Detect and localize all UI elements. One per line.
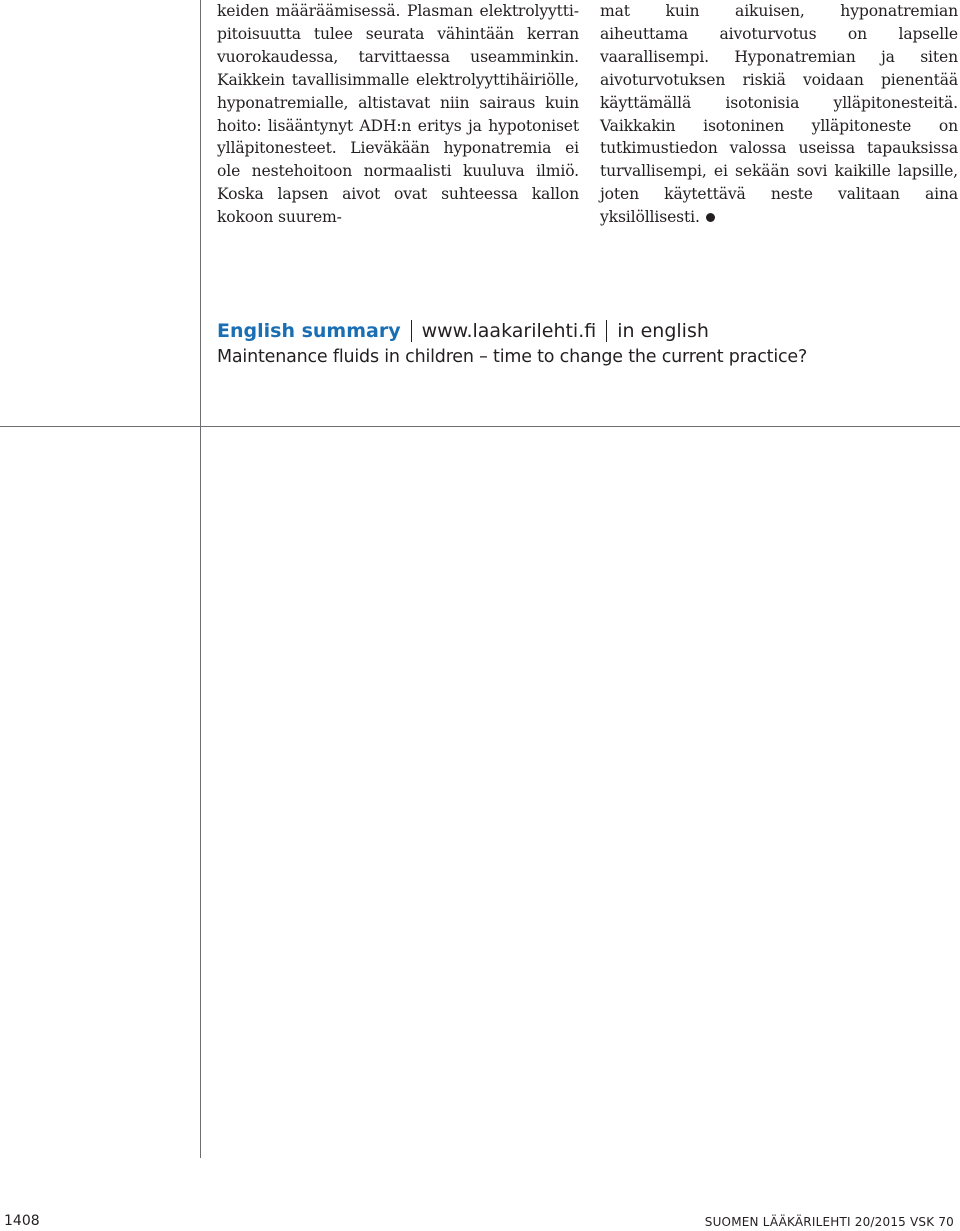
separator-bar <box>606 320 607 342</box>
article-column-2-text: mat kuin aikuisen, hyponatremian aiheuttama aivoturvotus on lapselle vaarallisempi. Hyponatremian ja siten aivoturvotuksen riskiä voidaan pienentää käyttämällä isotonisia ylläpitonesteitä. Vaikkakin isotoninen ylläpitoneste on tutkimustiedon valossa useissa tapauksissa turvallisempi, ei sekään sovi kaikille lapsille, joten käytettävä neste valitaan aina yksilöllisesti. <box>600 2 958 227</box>
english-summary <box>217 318 957 369</box>
article-column-2 <box>600 0 958 229</box>
english-summary-label: English summary <box>217 320 401 342</box>
summary-website-link[interactable]: www.laakarilehti.fi <box>421 320 597 342</box>
english-summary-title: Maintenance fluids in children – time to change the current practice? <box>217 347 808 367</box>
column-divider-vertical <box>200 0 201 1158</box>
journal-issue: SUOMEN LÄÄKÄRILEHTI 20/2015 VSK 70 <box>704 1215 954 1229</box>
page-number: 1408 <box>4 1213 40 1229</box>
end-of-article-dot-icon <box>706 213 715 222</box>
section-divider-horizontal <box>0 426 960 427</box>
separator-bar <box>411 320 412 342</box>
summary-language-link[interactable]: in english <box>617 320 709 342</box>
article-column-1: keiden määräämisessä. Plasman elektrolyyttipitoisuutta tulee seurata vähintään kerran vuorokaudessa, tarvittaessa useamminkin. Kaikkein tavallisimmalle elektrolyyttihäiriölle, hyponatremialle, altistavat niin sairaus kuin hoito: lisääntynyt ADH:n eritys ja hypotoniset ylläpitonesteet. Lieväkään hyponatremia ei ole nestehoitoon normaalisti kuuluva ilmiö. Koska lapsen aivot ovat suhteessa kallon kokoon suurem- <box>217 2 579 227</box>
english-summary-header <box>217 318 957 344</box>
